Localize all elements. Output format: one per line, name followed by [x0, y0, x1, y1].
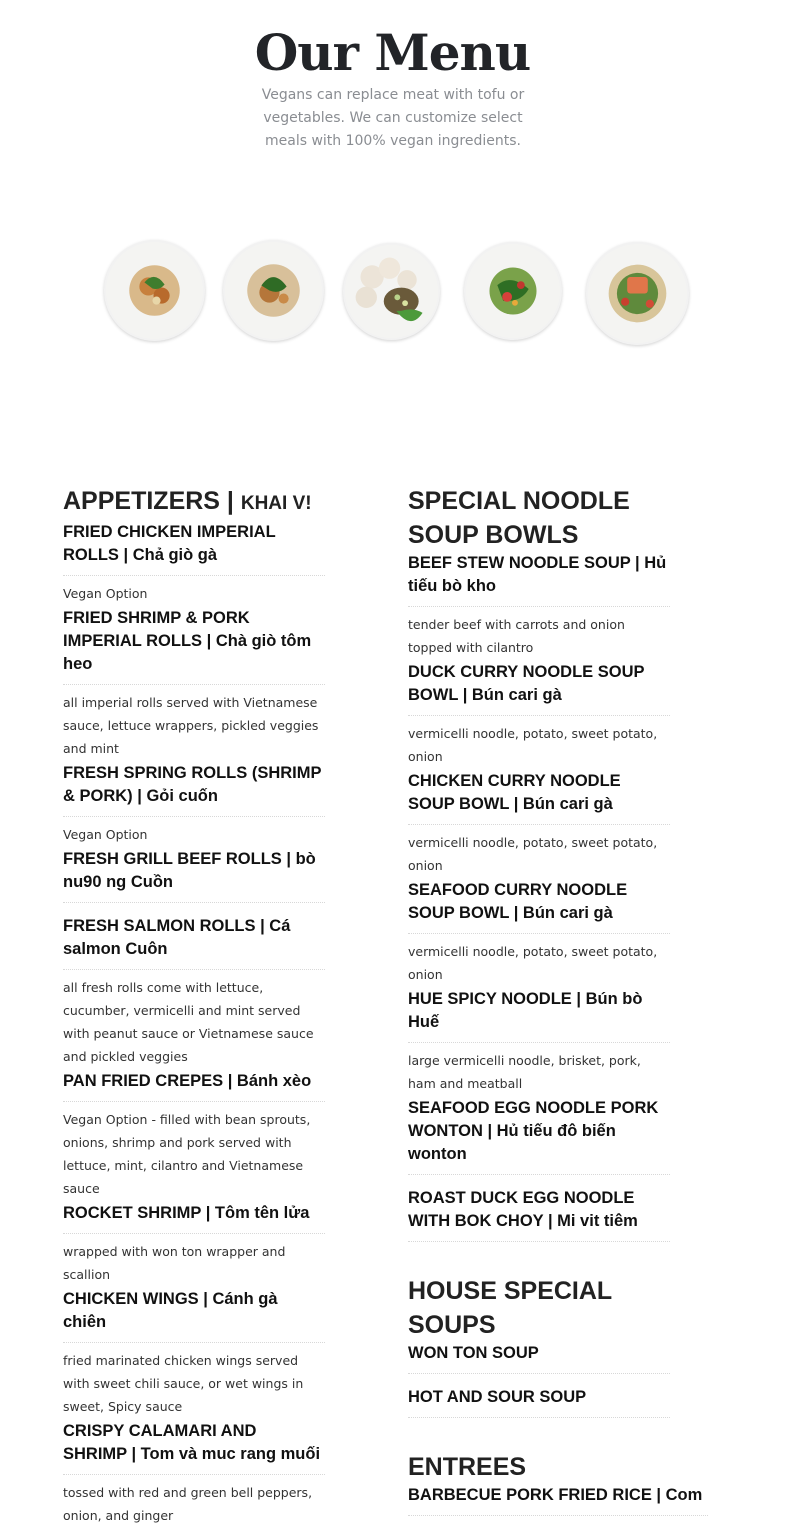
menu-item-name: CHICKEN WINGS | Cánh gà chiên [63, 1288, 325, 1343]
menu-item [63, 915, 327, 1070]
menu-item-name: PAN FRIED CREPES | Bánh xèo [63, 1070, 325, 1102]
menu-item-name: HUE SPICY NOODLE | Bún bò Huế [408, 988, 670, 1043]
menu-item [408, 1484, 703, 1516]
menu-item [408, 1386, 700, 1418]
menu-item [408, 1187, 700, 1242]
dish-image-1 [104, 240, 205, 341]
menu-item-description: Vegan Option [63, 827, 148, 842]
entrees-heading: ENTREES [408, 1453, 527, 1481]
menu-item-description: vermicelli noodle, potato, sweet potato, onion [408, 944, 658, 982]
menu-item-name: FRIED CHICKEN IMPERIAL ROLLS | Chả giò gà [63, 521, 325, 576]
dish-image-4 [464, 242, 562, 340]
menu-item [63, 848, 327, 915]
page-subtitle: Vegans can replace meat with tofu or vegetables. We can customize select meals with 100% vegan ingredients. [261, 87, 525, 149]
menu-item [63, 607, 327, 762]
menu-item-description: tossed with red and green bell peppers, onion, and ginger [63, 1485, 313, 1523]
noodle-soups-column [408, 484, 703, 1516]
noodle-soup-heading: SPECIAL NOODLE SOUP BOWLS [408, 487, 630, 549]
menu-item-name: FRESH GRILL BEEF ROLLS | bò nu90 ng Cuồn [63, 848, 325, 903]
menu-item-name: FRESH SPRING ROLLS (SHRIMP & PORK) | Gỏi cuốn [63, 762, 325, 817]
menu-item [63, 521, 327, 607]
menu-item-description: wrapped with won ton wrapper and scallion [63, 1244, 286, 1282]
menu-item [63, 1202, 327, 1288]
menu-item-name: ROAST DUCK EGG NOODLE WITH BOK CHOY | Mi vit tiêm [408, 1187, 670, 1242]
house-soups-heading: HOUSE SPECIAL SOUPS [408, 1277, 612, 1339]
menu-item [63, 1070, 327, 1202]
menu-item [63, 762, 327, 848]
menu-item-description: large vermicelli noodle, brisket, pork, ham and meatball [408, 1053, 641, 1091]
menu-item-description: Vegan Option - filled with bean sprouts, onions, shrimp and pork served with lettuce, mint, cilantro and Vietnamese sauce [63, 1112, 311, 1196]
page-title: Our Menu [254, 23, 531, 82]
menu-item-name: CHICKEN CURRY NOODLE SOUP BOWL | Bún cari gà [408, 770, 670, 825]
menu-item [408, 1097, 700, 1187]
menu-item-name: FRESH SALMON ROLLS | Cá salmon Cuôn [63, 915, 325, 970]
dish-image-2 [223, 240, 324, 341]
menu-item [408, 988, 700, 1097]
menu-item [63, 1288, 327, 1420]
menu-item-name: HOT AND SOUR SOUP [408, 1386, 670, 1418]
menu-item-name: SEAFOOD EGG NOODLE PORK WONTON | Hủ tiếu đô biến wonton [408, 1097, 670, 1175]
dish-image-5 [586, 242, 689, 345]
menu-item-description: fried marinated chicken wings served with sweet chili sauce, or wet wings in sweet, Spicy sauce [63, 1353, 304, 1414]
menu-item [63, 1420, 327, 1529]
menu-item [408, 661, 700, 770]
menu-item [408, 1342, 700, 1386]
menu-item [408, 879, 700, 988]
menu-item-description: all imperial rolls served with Vietnamese sauce, lettuce wrappers, pickled veggies and mint [63, 695, 319, 756]
menu-item [408, 770, 700, 879]
menu-item [408, 552, 700, 661]
appetizers-heading: APPETIZERS | KHAI V! [63, 487, 312, 515]
menu-item-description: vermicelli noodle, potato, sweet potato, onion [408, 726, 658, 764]
menu-item-description: tender beef with carrots and onion topped with cilantro [408, 617, 625, 655]
menu-item-name: BEEF STEW NOODLE SOUP | Hủ tiếu bò kho [408, 552, 670, 607]
dish-image-3 [343, 243, 440, 340]
menu-item-name: BARBECUE PORK FRIED RICE | Com [408, 1484, 708, 1516]
menu-item-description: all fresh rolls come with lettuce, cucumber, vermicelli and mint served with peanut sauce or Vietnamese sauce and pickled veggies [63, 980, 314, 1064]
menu-item-name: FRIED SHRIMP & PORK IMPERIAL ROLLS | Chà giò tôm heo [63, 607, 325, 685]
menu-item-name: SEAFOOD CURRY NOODLE SOUP BOWL | Bún cari gà [408, 879, 670, 934]
menu-item-name: CRISPY CALAMARI AND SHRIMP | Tom và muc rang muối [63, 1420, 325, 1475]
menu-item-name: WON TON SOUP [408, 1342, 670, 1374]
menu-item-description: vermicelli noodle, potato, sweet potato, onion [408, 835, 658, 873]
appetizers-column [63, 484, 327, 1529]
menu-item-name: ROCKET SHRIMP | Tôm tên lửa [63, 1202, 325, 1234]
menu-item-name: DUCK CURRY NOODLE SOUP BOWL | Bún cari gà [408, 661, 670, 716]
menu-item-description: Vegan Option [63, 586, 148, 601]
